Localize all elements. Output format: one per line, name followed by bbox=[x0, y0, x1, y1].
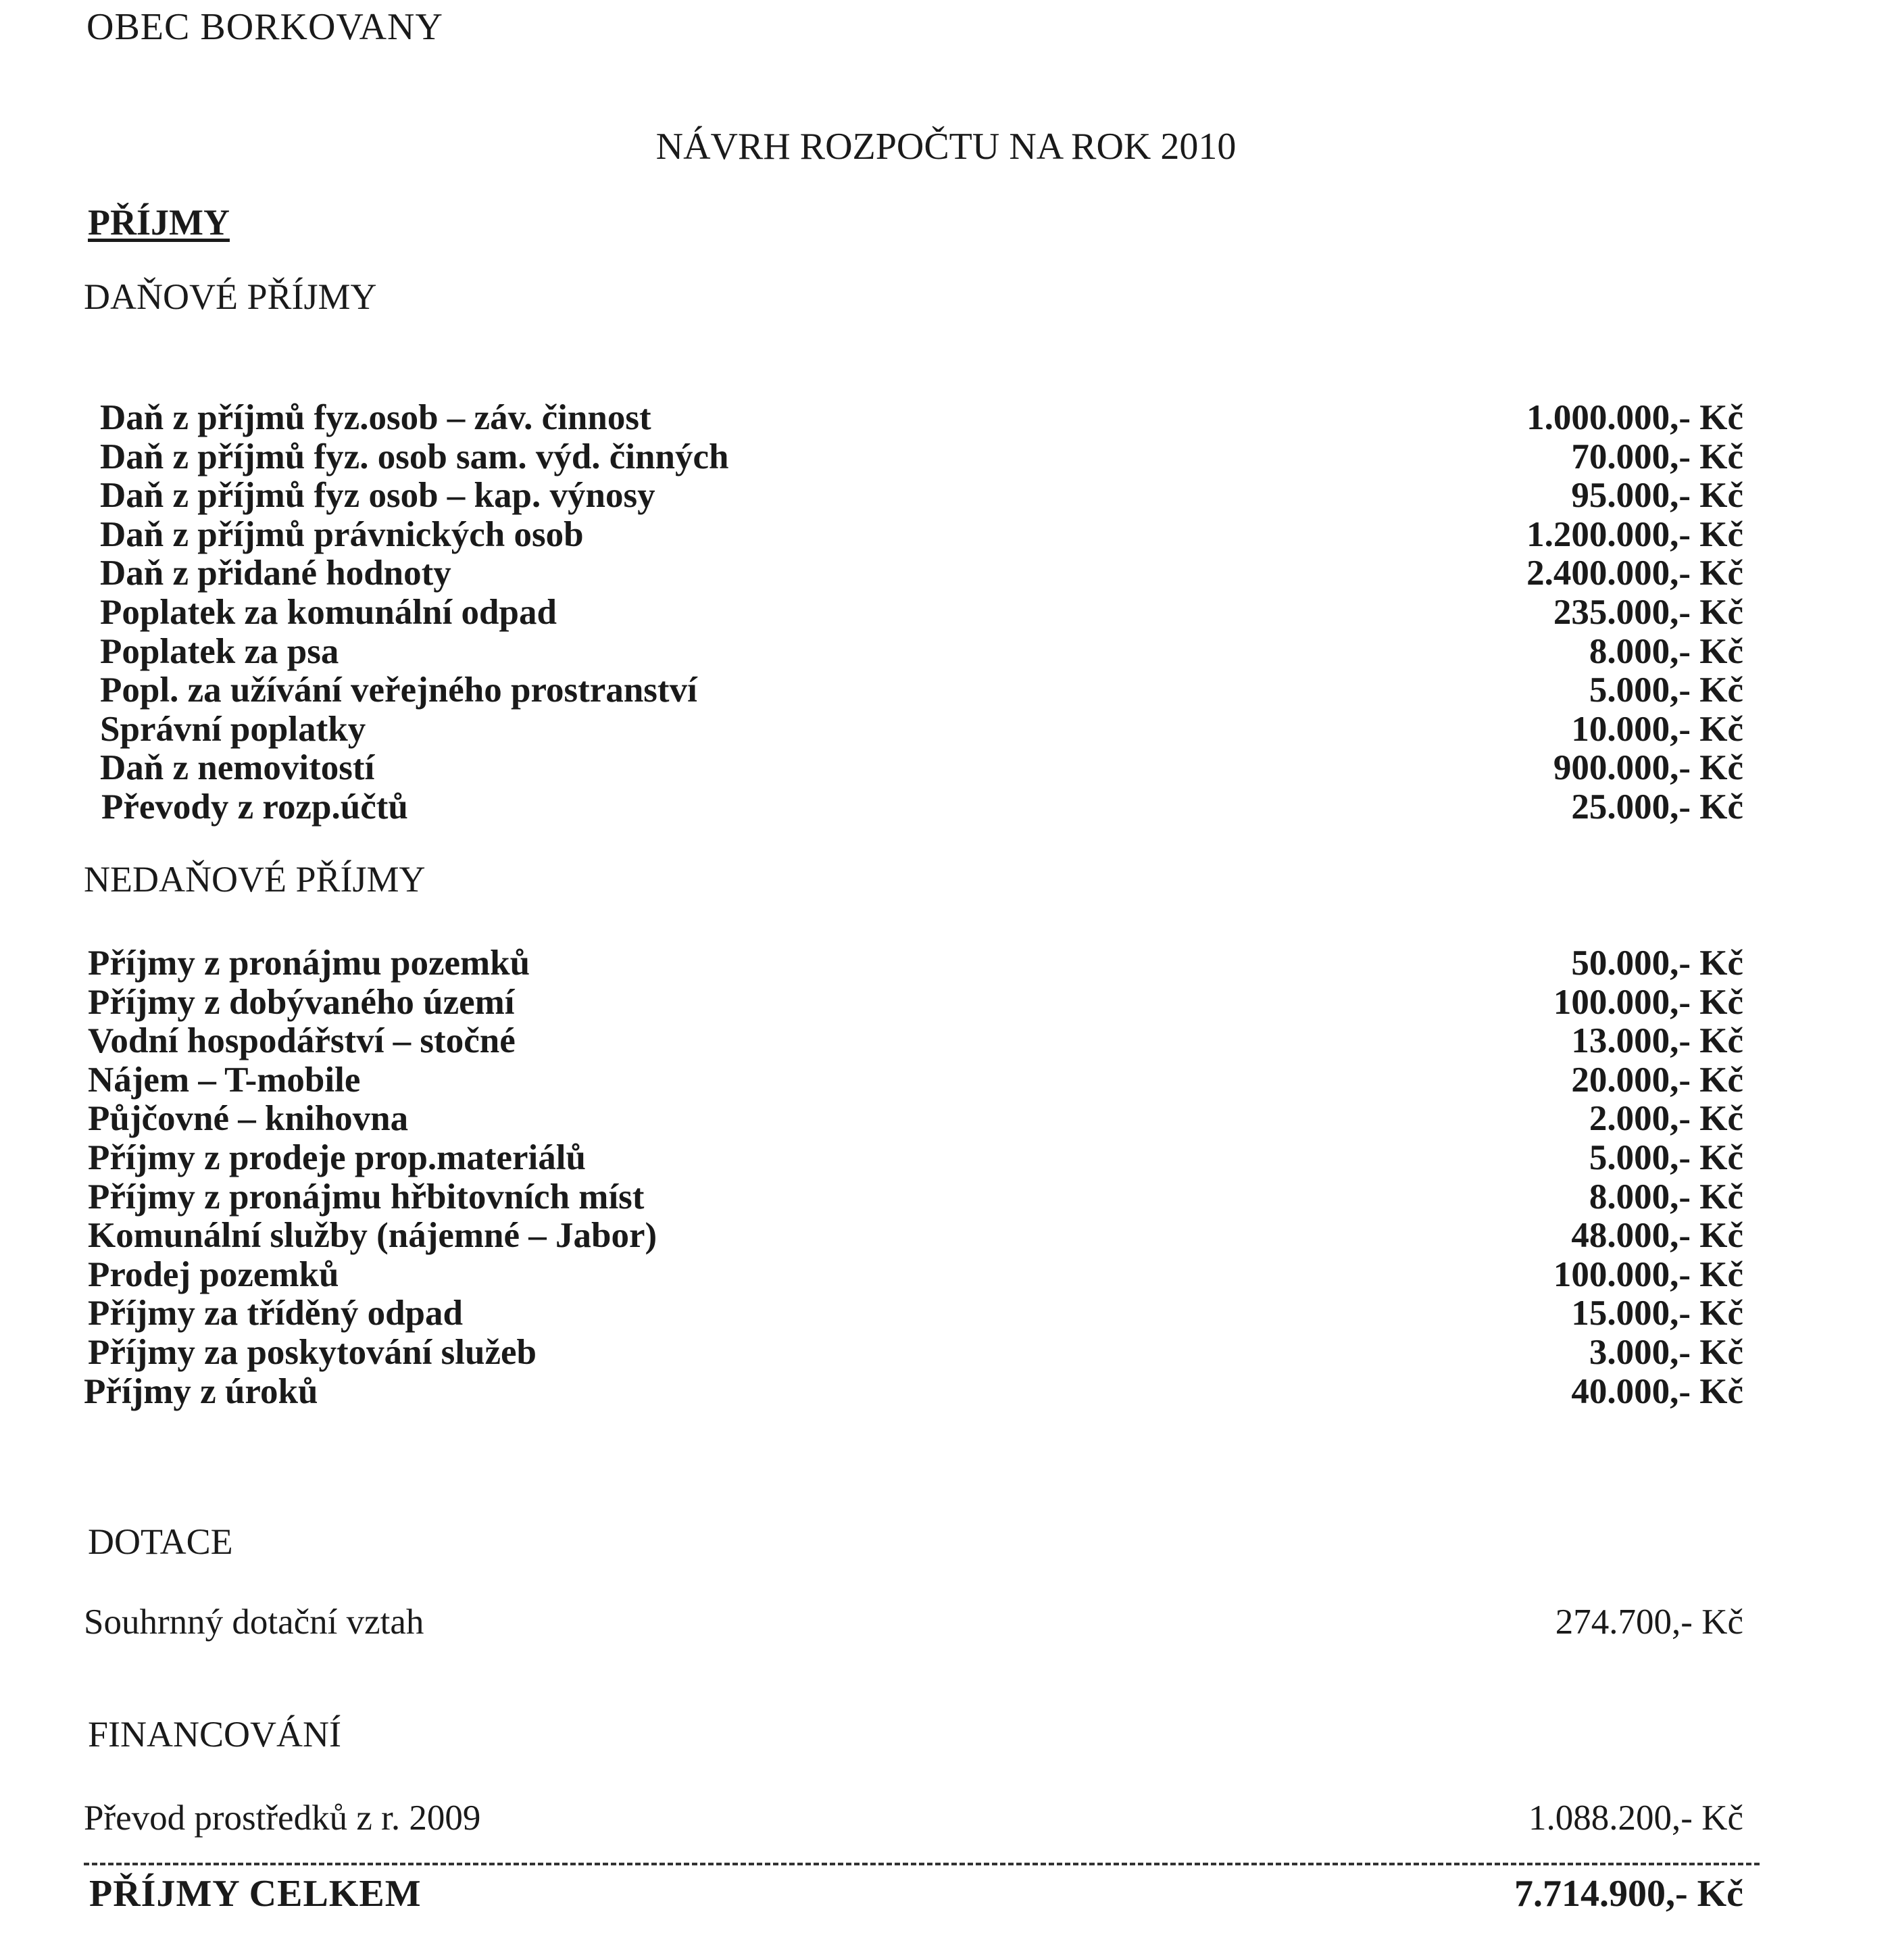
row-label: Daň z příjmů fyz.osob – záv. činnost bbox=[100, 398, 651, 437]
row-amount: 100.000,- Kč bbox=[1553, 982, 1743, 1022]
row-amount: 25.000,- Kč bbox=[1571, 787, 1743, 827]
tax-row-7 bbox=[0, 670, 1892, 709]
row-amount: 70.000,- Kč bbox=[1571, 437, 1743, 476]
nontax-row-0 bbox=[0, 943, 1892, 982]
row-label: Popl. za užívání veřejného prostranství bbox=[100, 670, 697, 710]
row-label: Daň z nemovitostí bbox=[100, 748, 375, 788]
row-amount: 1.088.200,- Kč bbox=[1528, 1798, 1743, 1838]
document-title: NÁVRH ROZPOČTU NA ROK 2010 bbox=[655, 126, 1237, 168]
nontax-row-10 bbox=[0, 1332, 1892, 1371]
row-label: Převod prostředků z r. 2009 bbox=[84, 1798, 481, 1838]
tax-row-5 bbox=[0, 592, 1892, 631]
tax-row-8 bbox=[0, 709, 1892, 748]
row-amount: 2.400.000,- Kč bbox=[1526, 554, 1743, 593]
row-amount: 20.000,- Kč bbox=[1571, 1060, 1743, 1100]
row-amount: 50.000,- Kč bbox=[1571, 944, 1743, 983]
nontax-row-5 bbox=[0, 1137, 1892, 1177]
municipality-name: OBEC BORKOVANY bbox=[86, 6, 443, 48]
total-amount: 7.714.900,- Kč bbox=[1514, 1873, 1743, 1915]
nontax-row-6 bbox=[0, 1177, 1892, 1216]
row-label: Souhrnný dotační vztah bbox=[84, 1602, 424, 1642]
row-label: Prodej pozemků bbox=[88, 1254, 339, 1294]
row-label: Vodní hospodářství – stočné bbox=[88, 1021, 516, 1061]
tax-row-6 bbox=[0, 631, 1892, 670]
nontax-income-list bbox=[0, 943, 1892, 1410]
row-amount: 5.000,- Kč bbox=[1589, 670, 1743, 710]
row-label: Příjmy z pronájmu hřbitovních míst bbox=[88, 1177, 645, 1217]
row-amount: 40.000,- Kč bbox=[1571, 1371, 1743, 1411]
row-amount: 900.000,- Kč bbox=[1553, 748, 1743, 788]
row-amount: 1.000.000,- Kč bbox=[1526, 398, 1743, 437]
row-label: Daň z příjmů právnických osob bbox=[100, 514, 584, 554]
nontax-income-heading: NEDAŇOVÉ PŘÍJMY bbox=[84, 859, 426, 900]
tax-row-1 bbox=[0, 437, 1892, 476]
tax-row-4 bbox=[0, 553, 1892, 592]
row-amount: 5.000,- Kč bbox=[1589, 1137, 1743, 1177]
nontax-row-3 bbox=[0, 1060, 1892, 1099]
row-amount: 13.000,- Kč bbox=[1571, 1021, 1743, 1061]
row-label: Příjmy z dobývaného území bbox=[88, 982, 515, 1022]
row-label: Daň z příjmů fyz. osob sam. výd. činných bbox=[100, 437, 729, 476]
row-label: Převody z rozp.účtů bbox=[101, 787, 408, 827]
total-divider bbox=[84, 1863, 1760, 1865]
row-amount: 10.000,- Kč bbox=[1571, 709, 1743, 749]
row-amount: 48.000,- Kč bbox=[1571, 1216, 1743, 1256]
financing-row bbox=[0, 1798, 1892, 1845]
row-label: Daň z přidané hodnoty bbox=[100, 554, 451, 593]
tax-income-list bbox=[0, 397, 1892, 826]
row-amount: 8.000,- Kč bbox=[1589, 1177, 1743, 1217]
section-title-income: PŘÍJMY bbox=[88, 202, 230, 243]
row-label: Správní poplatky bbox=[100, 709, 366, 749]
row-label: Poplatek za komunální odpad bbox=[100, 592, 557, 632]
tax-row-10 bbox=[0, 787, 1892, 826]
row-label: Příjmy z prodeje prop.materiálů bbox=[88, 1137, 586, 1177]
row-label: Půjčovné – knihovna bbox=[88, 1099, 409, 1139]
row-label: Příjmy za tříděný odpad bbox=[88, 1294, 463, 1333]
nontax-row-1 bbox=[0, 982, 1892, 1021]
tax-row-3 bbox=[0, 514, 1892, 554]
row-amount: 8.000,- Kč bbox=[1589, 631, 1743, 671]
nontax-row-9 bbox=[0, 1293, 1892, 1332]
row-label: Příjmy za poskytování služeb bbox=[88, 1332, 537, 1372]
nontax-row-4 bbox=[0, 1098, 1892, 1137]
row-label: Příjmy z pronájmu pozemků bbox=[88, 944, 530, 983]
nontax-row-11 bbox=[0, 1371, 1892, 1411]
nontax-row-7 bbox=[0, 1215, 1892, 1254]
tax-row-0 bbox=[0, 397, 1892, 437]
nontax-row-2 bbox=[0, 1021, 1892, 1060]
row-amount: 95.000,- Kč bbox=[1571, 476, 1743, 516]
tax-row-2 bbox=[0, 475, 1892, 514]
row-label: Příjmy z úroků bbox=[84, 1371, 318, 1411]
subsidies-row bbox=[0, 1602, 1892, 1649]
row-amount: 1.200.000,- Kč bbox=[1526, 514, 1743, 554]
total-label: PŘÍJMY CELKEM bbox=[89, 1873, 422, 1915]
nontax-row-8 bbox=[0, 1254, 1892, 1294]
tax-row-9 bbox=[0, 748, 1892, 787]
row-amount: 100.000,- Kč bbox=[1553, 1254, 1743, 1294]
row-amount: 2.000,- Kč bbox=[1589, 1099, 1743, 1139]
row-amount: 274.700,- Kč bbox=[1555, 1602, 1743, 1642]
row-label: Poplatek za psa bbox=[100, 631, 339, 671]
row-amount: 235.000,- Kč bbox=[1553, 592, 1743, 632]
row-label: Komunální služby (nájemné – Jabor) bbox=[88, 1216, 657, 1256]
subsidies-heading: DOTACE bbox=[88, 1521, 233, 1562]
financing-heading: FINANCOVÁNÍ bbox=[88, 1714, 341, 1755]
tax-income-heading: DAŇOVÉ PŘÍJMY bbox=[84, 276, 377, 317]
total-row bbox=[0, 1872, 1892, 1926]
row-amount: 15.000,- Kč bbox=[1571, 1294, 1743, 1333]
row-amount: 3.000,- Kč bbox=[1589, 1332, 1743, 1372]
row-label: Daň z příjmů fyz osob – kap. výnosy bbox=[100, 476, 655, 516]
row-label: Nájem – T-mobile bbox=[88, 1060, 361, 1100]
